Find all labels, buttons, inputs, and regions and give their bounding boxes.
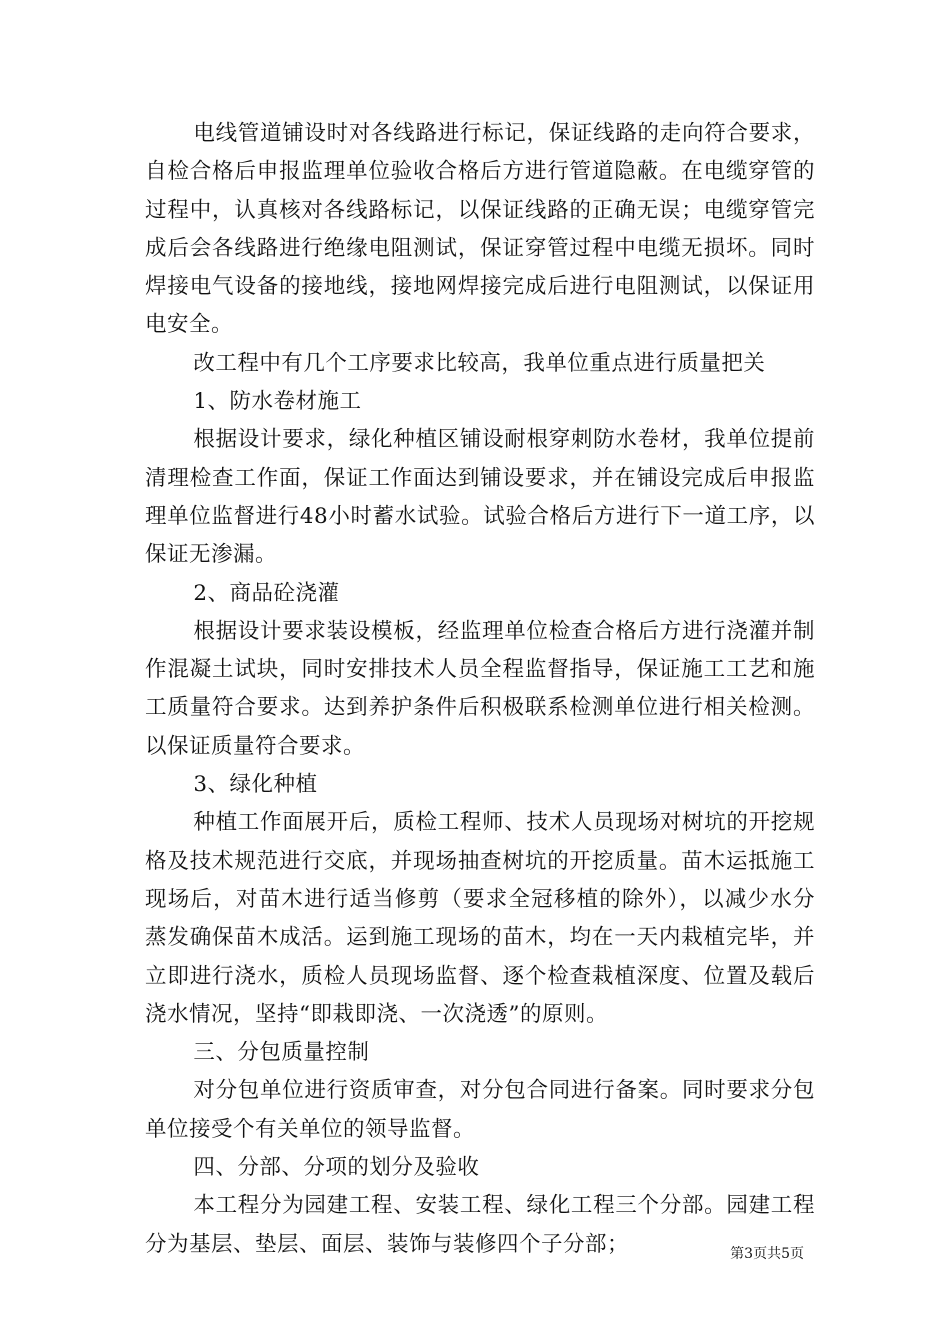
paragraph-wiring-conduit: 电线管道铺设时对各线路进行标记，保证线路的走向符合要求，自检合格后申报监理单位验收合格后方进行管道隐蔽。在电缆穿管的过程中，认真核对各线路标记，以保证线路的正确无误；电缆穿管完成后会各线路进行绝缘电阻测试，保证穿管过程中电缆无损坏。同时焊接电气设备的接地线，接地网焊接完成后进行电阻测试，以保证用电安全。 bbox=[145, 121, 815, 338]
heading-greening-planting: 3、绿化种植 bbox=[193, 772, 318, 798]
paragraph-greening-planting: 种植工作面展开后，质检工程师、技术人员现场对树坑的开挖规格及技术规范进行交底，并现场抽查树坑的开挖质量。苗木运抵施工现场后，对苗木进行适当修剪（要求全冠移植的除外），以减少水分蒸发确保苗木成活。运到施工现场的苗木，均在一天内栽植完毕，并立即进行浇水，质检人员现场监督、逐个检查栽植深度、位置及载后浇水情况，坚持“即栽即浇、一次浇透”的原则。 bbox=[145, 810, 815, 1027]
heading-concrete-pouring: 2、商品砼浇灌 bbox=[193, 580, 340, 606]
heading-waterproofing: 1、防水卷材施工 bbox=[193, 389, 362, 415]
heading-division-acceptance: 四、分部、分项的划分及验收 bbox=[193, 1155, 480, 1181]
heading-subcontract-quality: 三、分包质量控制 bbox=[193, 1040, 370, 1066]
paragraph-concrete-pouring: 根据设计要求装设模板，经监理单位检查合格后方进行浇灌并制作混凝土试块，同时安排技术人员全程监督指导，保证施工工艺和施工质量符合要求。达到养护条件后积极联系检测单位进行相关检测。以保证质量符合要求。 bbox=[145, 618, 815, 759]
document-body bbox=[145, 115, 815, 1264]
page-number-footer: 第3页共5页 bbox=[730, 1246, 804, 1262]
paragraph-waterproofing: 根据设计要求，绿化种植区铺设耐根穿刺防水卷材，我单位提前清理检查工作面，保证工作面达到铺设要求，并在铺设完成后申报监理单位监督进行48小时蓄水试验。试验合格后方进行下一道工序，以保证无渗漏。 bbox=[145, 427, 815, 568]
paragraph-subcontract-quality: 对分包单位进行资质审查，对分包合同进行备案。同时要求分包单位接受个有关单位的领导监督。 bbox=[145, 1078, 815, 1142]
paragraph-key-processes: 改工程中有几个工序要求比较高，我单位重点进行质量把关 bbox=[193, 350, 766, 376]
paragraph-division-acceptance: 本工程分为园建工程、安装工程、绿化工程三个分部。园建工程分为基层、垫层、面层、装饰与装修四个子分部； bbox=[145, 1193, 815, 1257]
